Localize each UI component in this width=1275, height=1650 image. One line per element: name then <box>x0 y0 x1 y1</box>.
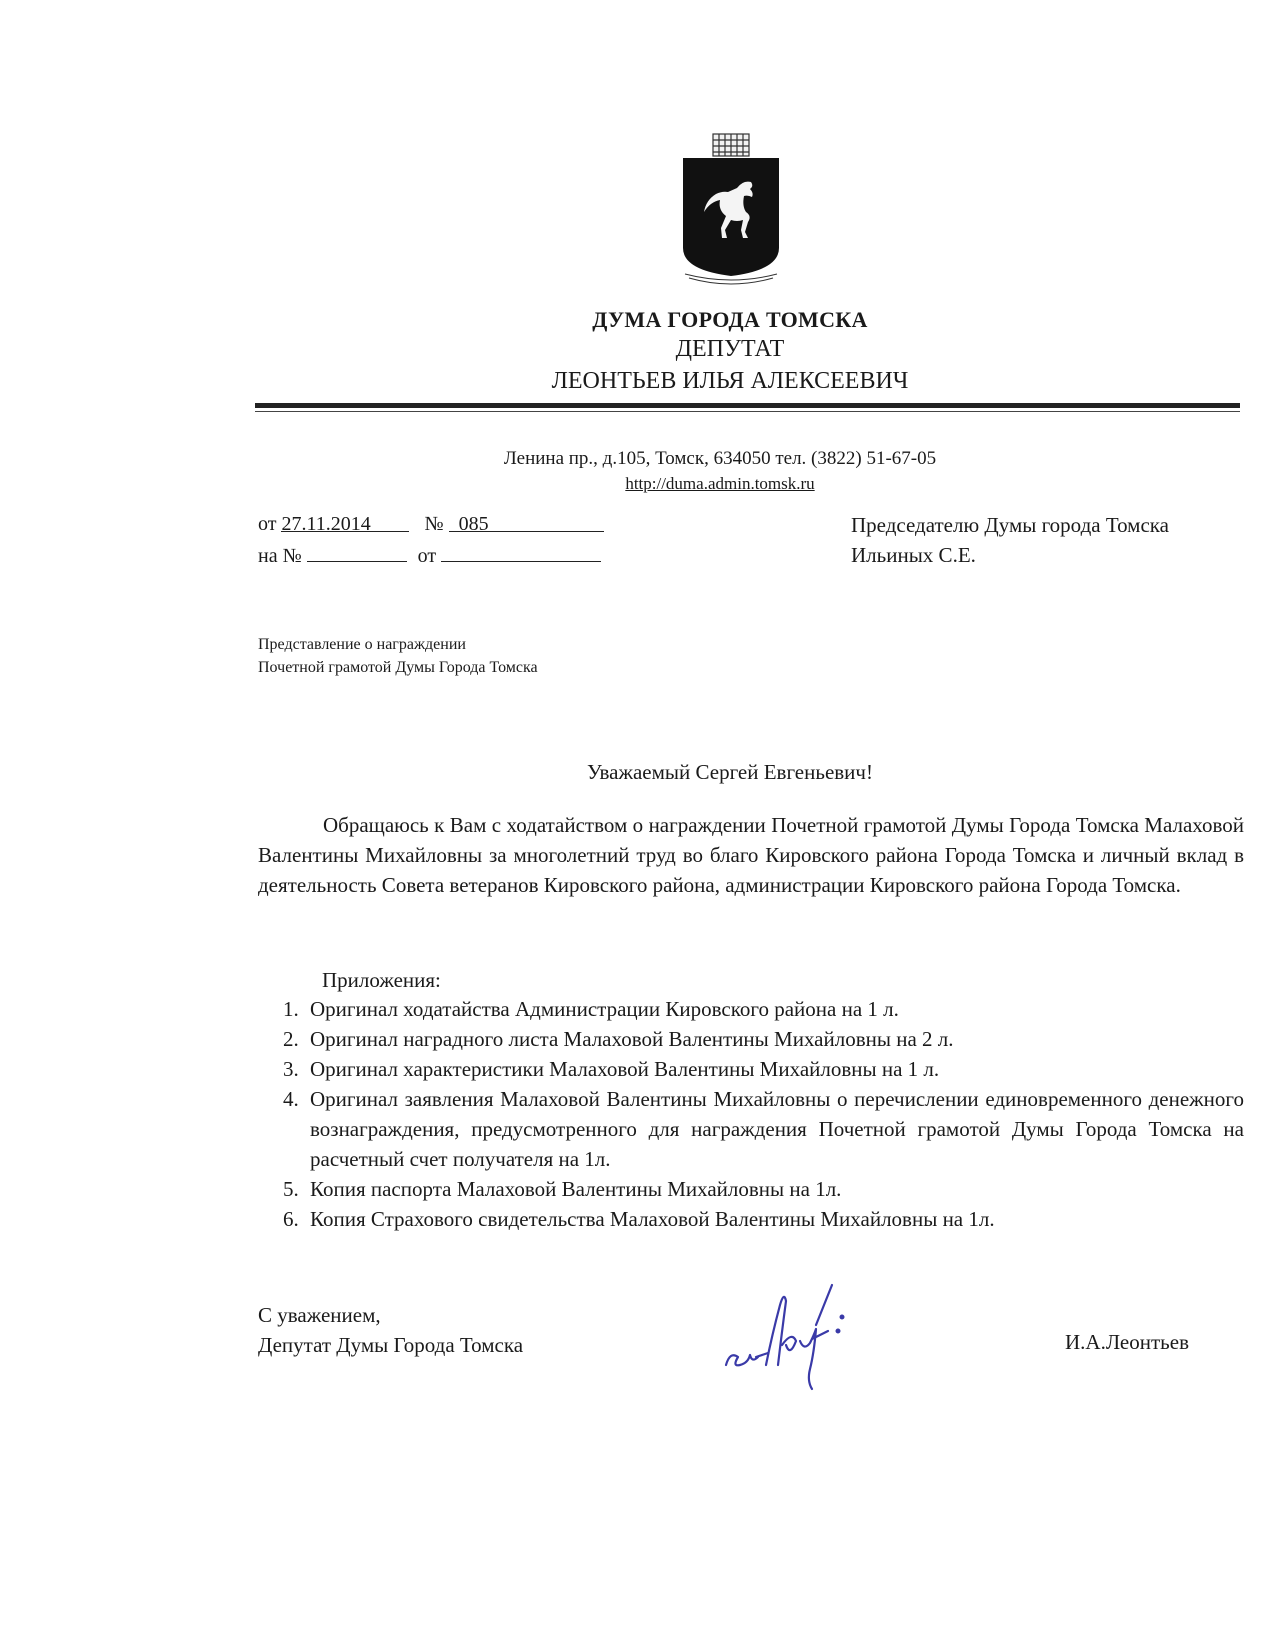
outgoing-reference <box>258 513 604 536</box>
attachment-item <box>258 1204 1244 1234</box>
recipient-name: Ильиных С.Е. <box>851 543 976 567</box>
attachment-text: Оригинал ходатайства Администрации Кировского района на 1 л. <box>310 997 899 1021</box>
attachment-number: 4. <box>283 1087 299 1111</box>
attachment-text: Копия паспорта Малаховой Валентины Михайловны на 1л. <box>310 1177 842 1201</box>
header-divider <box>255 403 1240 408</box>
number-label: № <box>424 513 444 535</box>
reply-from-label: от <box>417 545 437 567</box>
attachment-text: Оригинал наградного листа Малаховой Валентины Михайловны на 2 л. <box>310 1027 954 1051</box>
website-link-wrapper <box>340 474 1100 494</box>
attachment-text: Оригинал характеристики Малаховой Валентины Михайловны на 1 л. <box>310 1057 940 1081</box>
closing-block <box>258 1300 523 1360</box>
deputy-name: ЛЕОНТЬЕВ ИЛЬЯ АЛЕКСЕЕВИЧ <box>551 368 909 394</box>
attachment-item <box>258 994 1244 1024</box>
closing-regards: С уважением, <box>258 1303 381 1327</box>
attachment-text: Копия Страхового свидетельства Малаховой Валентины Михайловны на 1л. <box>310 1207 995 1231</box>
number-field <box>449 513 604 535</box>
attachment-item <box>258 1054 1244 1084</box>
attachment-number: 2. <box>283 1027 299 1051</box>
closing-position: Депутат Думы Города Томска <box>258 1333 524 1357</box>
reply-date-field <box>441 543 601 562</box>
subject-line-1: Представление о награждении <box>258 636 466 653</box>
recipient-title: Председателю Думы города Томска <box>851 513 1169 537</box>
date-field <box>281 513 409 535</box>
reply-prefix: на № <box>258 545 302 567</box>
incoming-reference <box>258 543 601 568</box>
reply-number-field <box>307 543 407 562</box>
contact-address: Ленина пр., д.105, Томск, 634050 тел. (3822) 51-67-05 <box>503 448 937 469</box>
crown-icon <box>713 134 749 156</box>
subject-line-2: Почетной грамотой Думы Города Томска <box>258 659 538 676</box>
header-divider-thin <box>255 411 1240 412</box>
from-prefix: от <box>258 513 277 535</box>
attachments-list <box>258 994 1244 1234</box>
organization-title: ДУМА ГОРОДА ТОМСКА <box>592 307 868 332</box>
attachment-number: 3. <box>283 1057 299 1081</box>
coat-of-arms-emblem <box>675 130 787 290</box>
attachments-title: Приложения: <box>322 968 441 992</box>
attachment-number: 6. <box>283 1207 299 1231</box>
signer-name: И.А.Леонтьев <box>1065 1330 1189 1354</box>
attachment-item <box>258 1084 1244 1174</box>
attachment-text: Оригинал заявления Малаховой Валентины Михайловны о перечислении единовременного денежного вознаграждения, предусмотренного для награждения Почетной грамотой Думы Города Томска на расчетный счет получателя на 1л. <box>310 1087 1244 1171</box>
number-value: 085 <box>458 513 489 535</box>
date-value: 27.11.2014 <box>281 513 371 535</box>
attachment-number: 1. <box>283 997 299 1021</box>
attachment-item <box>258 1174 1244 1204</box>
website-link[interactable]: http://duma.admin.tomsk.ru <box>625 474 815 493</box>
body-paragraph: Обращаюсь к Вам с ходатайством о награждении Почетной грамотой Думы Города Томска Малаховой Валентины Михайловны за многолетний труд во благо Кировского района Города Томска и личный вклад в деятельность Совета ветеранов Кировского района, администрации Кировского района Города Томска. <box>258 813 1244 897</box>
role-title: ДЕПУТАТ <box>675 336 785 362</box>
attachment-number: 5. <box>283 1177 299 1201</box>
handwritten-signature <box>720 1265 880 1395</box>
attachment-item <box>258 1024 1244 1054</box>
greeting: Уважаемый Сергей Евгеньевич! <box>587 760 873 784</box>
